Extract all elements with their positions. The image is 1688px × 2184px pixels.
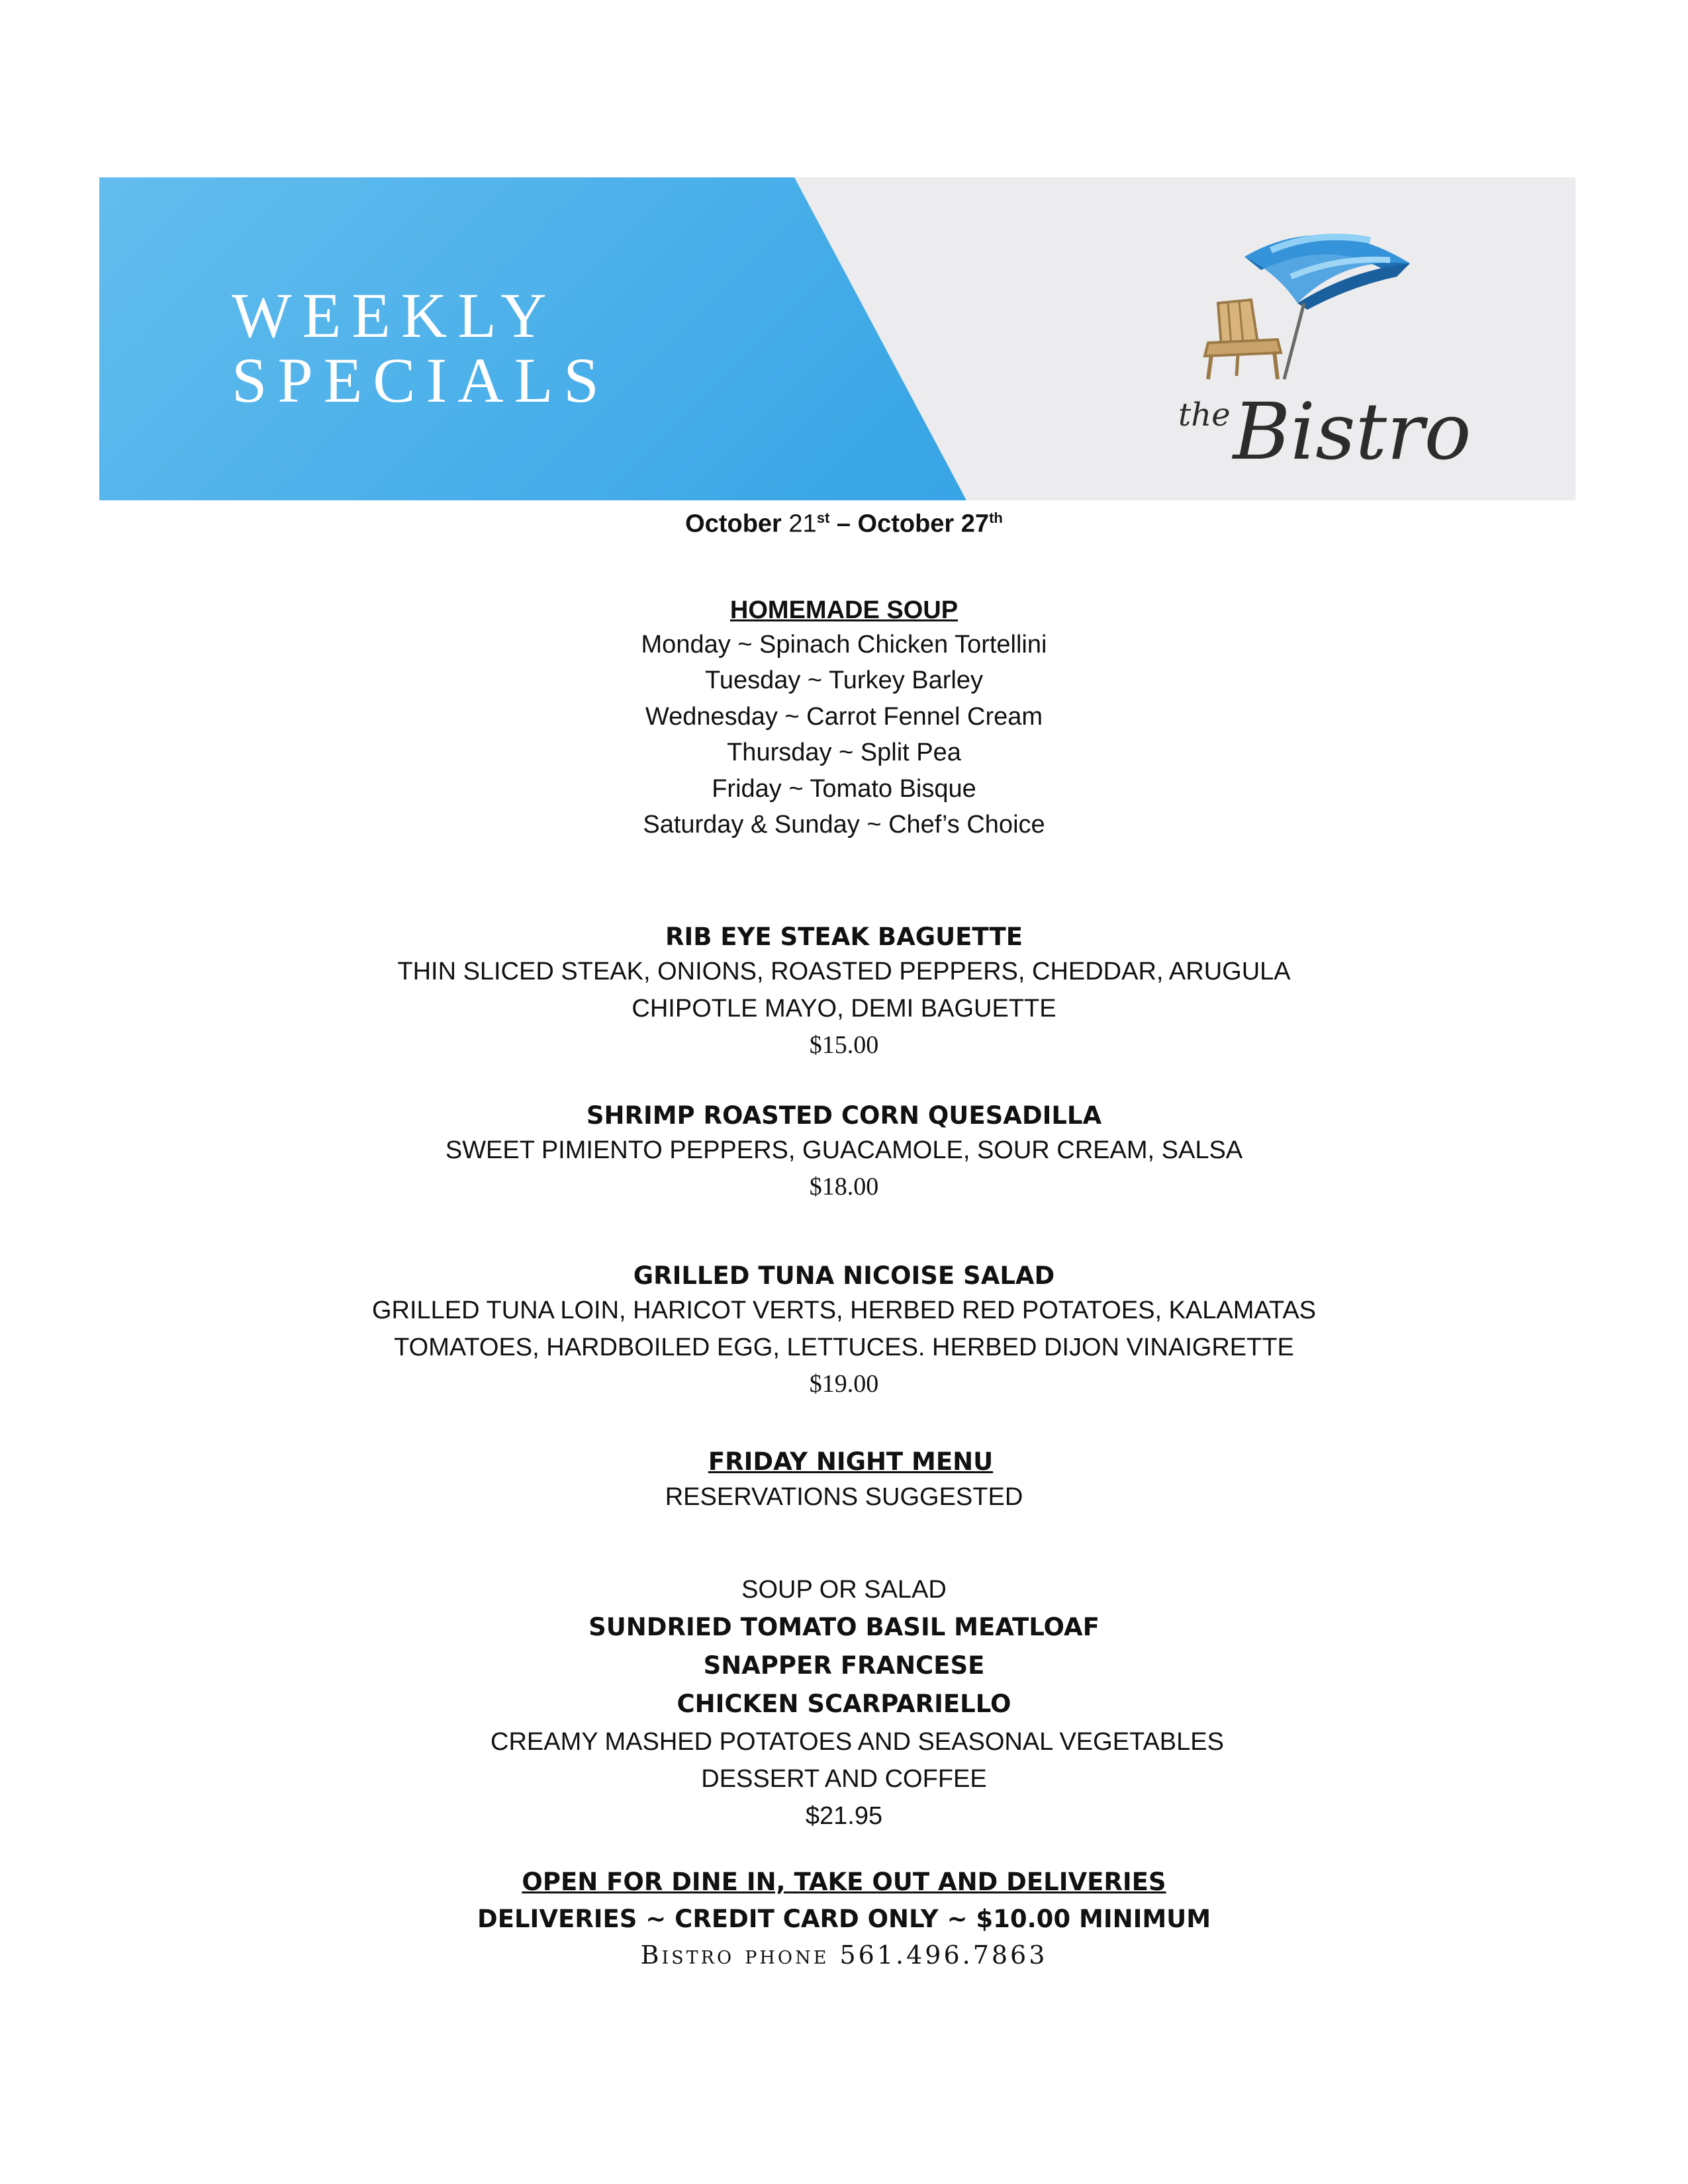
soup-title: HOMEMADE SOUP bbox=[729, 596, 959, 624]
menu-content bbox=[0, 503, 1688, 1972]
date-start-suffix: st bbox=[816, 510, 830, 526]
friday-price: $21.95 bbox=[805, 1801, 883, 1830]
bistro-phone: Bistro phone 561.496.7863 bbox=[640, 1940, 1048, 1970]
dish-description: SWEET PIMIENTO PEPPERS, GUACAMOLE, SOUR CREAM, SALSA bbox=[445, 1136, 1243, 1164]
open-notice: OPEN FOR DINE IN, TAKE OUT AND DELIVERIES bbox=[522, 1867, 1166, 1896]
logo-name: Bistro bbox=[1233, 386, 1472, 477]
friday-entree: CHICKEN SCARPARIELLO bbox=[677, 1689, 1011, 1718]
dish-title: RIB EYE STEAK BAGUETTE bbox=[665, 922, 1023, 951]
bistro-logo bbox=[1079, 210, 1476, 475]
delivery-notice: DELIVERIES ~ CREDIT CARD ONLY ~ $10.00 MINIMUM bbox=[477, 1904, 1211, 1933]
date-start-month: October bbox=[685, 510, 782, 538]
banner-title-line2: SPECIALS bbox=[232, 345, 610, 416]
banner-title-line1: WEEKLY bbox=[232, 280, 557, 351]
logo-wordmark bbox=[1178, 386, 1472, 477]
date-end-day: 27 bbox=[961, 510, 990, 538]
umbrella-chair-icon bbox=[1079, 210, 1476, 383]
date-end-suffix: th bbox=[989, 510, 1003, 526]
date-range bbox=[0, 503, 1688, 539]
header-banner bbox=[99, 177, 1575, 500]
dish-description: TOMATOES, HARDBOILED EGG, LETTUCES. HERBED DIJON VINAIGRETTE bbox=[394, 1333, 1294, 1361]
date-end-month: October bbox=[857, 510, 955, 538]
friday-entree: SNAPPER FRANCESE bbox=[703, 1651, 985, 1680]
friday-menu-title: FRIDAY NIGHT MENU bbox=[708, 1447, 994, 1476]
banner-title bbox=[232, 280, 610, 416]
soup-item: Wednesday ~ Carrot Fennel Cream bbox=[645, 702, 1043, 731]
dish-title: SHRIMP ROASTED CORN QUESADILLA bbox=[586, 1101, 1102, 1130]
friday-entree: SUNDRIED TOMATO BASIL MEATLOAF bbox=[588, 1612, 1100, 1641]
dish-price: $18.00 bbox=[809, 1172, 879, 1201]
friday-starter: SOUP OR SALAD bbox=[741, 1575, 947, 1604]
soup-item: Saturday & Sunday ~ Chef’s Choice bbox=[643, 811, 1045, 839]
date-separator: – bbox=[836, 510, 851, 538]
dish-description: CHIPOTLE MAYO, DEMI BAGUETTE bbox=[632, 994, 1056, 1023]
dish-price: $19.00 bbox=[809, 1369, 879, 1398]
dish-title: GRILLED TUNA NICOISE SALAD bbox=[633, 1261, 1055, 1290]
date-start-day: 21 bbox=[788, 510, 817, 538]
soup-item: Friday ~ Tomato Bisque bbox=[712, 774, 976, 803]
dish-price: $15.00 bbox=[809, 1030, 879, 1059]
dish-description: THIN SLICED STEAK, ONIONS, ROASTED PEPPERS, CHEDDAR, ARUGULA bbox=[397, 957, 1291, 985]
friday-note: RESERVATIONS SUGGESTED bbox=[665, 1482, 1023, 1511]
soup-item: Monday ~ Spinach Chicken Tortellini bbox=[641, 630, 1047, 659]
dish-description: GRILLED TUNA LOIN, HARICOT VERTS, HERBED RED POTATOES, KALAMATAS bbox=[371, 1296, 1317, 1324]
logo-the: the bbox=[1178, 396, 1231, 433]
soup-item: Thursday ~ Split Pea bbox=[727, 739, 961, 767]
soup-item: Tuesday ~ Turkey Barley bbox=[705, 666, 983, 695]
friday-dessert: DESSERT AND COFFEE bbox=[701, 1764, 987, 1793]
friday-sides: CREAMY MASHED POTATOES AND SEASONAL VEGETABLES bbox=[491, 1727, 1224, 1756]
